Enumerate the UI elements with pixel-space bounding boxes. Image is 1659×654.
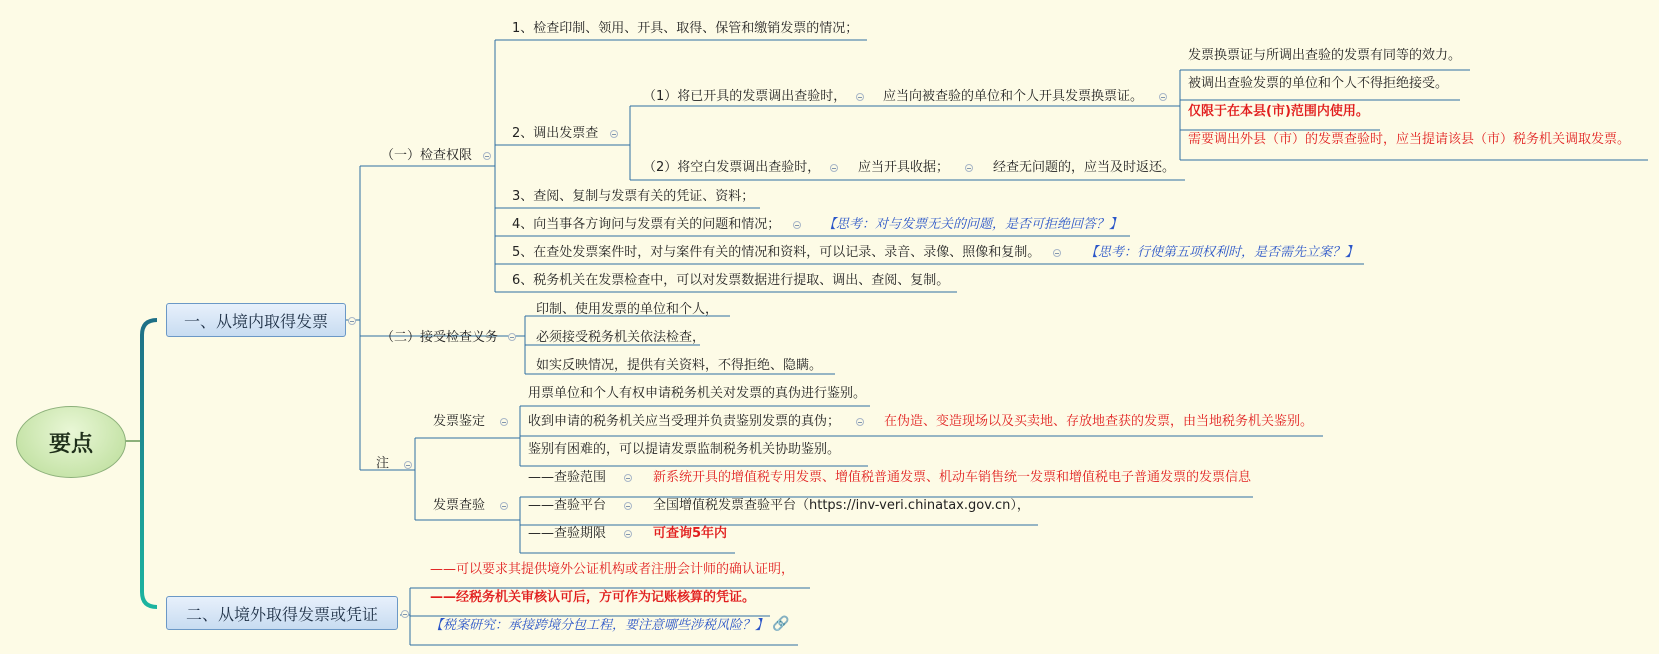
root-label: 要点 bbox=[48, 431, 93, 457]
rights-item-4-think[interactable]: 【思考：对与发票无关的问题，是否可拒绝回答？】 bbox=[823, 217, 1123, 232]
rights-sub-2-next[interactable]: 应当开具收据； bbox=[858, 160, 950, 175]
appraisal-label[interactable]: 发票鉴定 bbox=[433, 414, 486, 429]
collapse-icon[interactable] bbox=[856, 418, 864, 426]
collapse-icon[interactable] bbox=[508, 333, 516, 341]
duties-label[interactable]: （二）接受检查义务 bbox=[381, 330, 499, 345]
collapse-icon[interactable] bbox=[624, 530, 632, 538]
appraisal-item-2[interactable]: 收到申请的税务机关应当受理并负责鉴别发票的真伪； bbox=[528, 414, 841, 429]
collapse-icon[interactable] bbox=[624, 502, 632, 510]
verify-period[interactable]: ——查验期限 bbox=[528, 526, 607, 541]
appraisal-item-1[interactable]: 用票单位和个人有权申请税务机关对发票的真伪进行鉴别。 bbox=[528, 386, 867, 401]
main-topic-domestic[interactable] bbox=[166, 303, 346, 337]
collapse-icon[interactable] bbox=[483, 152, 491, 160]
note-label[interactable]: 注 bbox=[376, 456, 390, 471]
collapse-icon[interactable] bbox=[856, 93, 864, 101]
rights-item-3[interactable]: 3、查阅、复制与发票有关的凭证、资料； bbox=[512, 189, 755, 204]
rights-sub-1-next[interactable]: 应当向被查验的单位和个人开具发票换票证。 bbox=[883, 89, 1144, 104]
appraisal-item-3[interactable]: 鉴别有困难的，可以提请发票监制税务机关协助鉴别。 bbox=[528, 442, 841, 457]
rights-sub-1-c[interactable]: 仅限于在本县(市)范围内使用。 bbox=[1188, 104, 1369, 119]
rights-item-2[interactable]: 2、调出发票查 bbox=[512, 126, 599, 141]
collapse-icon[interactable] bbox=[348, 317, 356, 325]
rights-sub-1[interactable]: （1）将已开具的发票调出查验时， bbox=[643, 89, 847, 104]
verify-period-value[interactable]: 可查询5年内 bbox=[653, 526, 728, 541]
main-topic-foreign[interactable] bbox=[166, 596, 398, 630]
duties-item-3[interactable]: 如实反映情况，提供有关资料，不得拒绝、隐瞒。 bbox=[536, 358, 823, 373]
rights-sub-1-a[interactable]: 发票换票证与所调出查验的发票有同等的效力。 bbox=[1188, 48, 1462, 63]
collapse-icon[interactable] bbox=[965, 164, 973, 172]
rights-sub-1-b[interactable]: 被调出查验发票的单位和个人不得拒绝接受。 bbox=[1188, 76, 1449, 91]
collapse-icon[interactable] bbox=[610, 130, 618, 138]
verify-scope-value[interactable]: 新系统开具的增值税专用发票、增值税普通发票、机动车销售统一发票和增值税电子普通发票的发票信息 bbox=[653, 470, 1252, 485]
verify-scope[interactable]: ——查验范围 bbox=[528, 470, 607, 485]
collapse-icon[interactable] bbox=[830, 164, 838, 172]
verify-platform-value[interactable]: 全国增值税发票查验平台（https://inv-veri.chinatax.gov.cn）， bbox=[653, 498, 1030, 513]
collapse-icon[interactable] bbox=[624, 474, 632, 482]
collapse-icon[interactable] bbox=[1053, 249, 1061, 257]
rights-item-6[interactable]: 6、税务机关在发票检查中，可以对发票数据进行提取、调出、查阅、复制。 bbox=[512, 273, 950, 288]
verify-platform[interactable]: ——查验平台 bbox=[528, 498, 607, 513]
main-topic-domestic-label: 一、从境内取得发票 bbox=[183, 311, 328, 331]
foreign-item-2[interactable]: ——经税务机关审核认可后，方可作为记账核算的凭证。 bbox=[430, 590, 756, 605]
rights-item-4[interactable]: 4、向当事各方询问与发票有关的问题和情况； bbox=[512, 217, 781, 232]
duties-item-2[interactable]: 必须接受税务机关依法检查， bbox=[536, 330, 706, 345]
collapse-icon[interactable] bbox=[500, 502, 508, 510]
collapse-icon[interactable] bbox=[793, 221, 801, 229]
rights-item-5-think[interactable]: 【思考：行使第五项权利时，是否需先立案？】 bbox=[1085, 245, 1359, 260]
rights-sub-2[interactable]: （2）将空白发票调出查验时， bbox=[643, 160, 821, 175]
rights-sub-1-d[interactable]: 需要调出外县（市）的发票查验时，应当提请该县（市）税务机关调取发票。 bbox=[1188, 132, 1631, 147]
collapse-icon[interactable] bbox=[401, 610, 409, 618]
root-node[interactable] bbox=[16, 406, 126, 478]
appraisal-item-2-next[interactable]: 在伪造、变造现场以及买卖地、存放地查获的发票，由当地税务机关鉴别。 bbox=[884, 414, 1314, 429]
rights-label[interactable]: （一）检查权限 bbox=[381, 148, 473, 163]
duties-item-1[interactable]: 印制、使用发票的单位和个人， bbox=[536, 302, 719, 317]
rights-sub-2-final[interactable]: 经查无问题的，应当及时返还。 bbox=[993, 160, 1176, 175]
verify-label[interactable]: 发票查验 bbox=[433, 498, 486, 513]
rights-item-1[interactable]: 1、检查印制、领用、开具、取得、保管和缴销发票的情况； bbox=[512, 21, 859, 36]
main-topic-foreign-label: 二、从境外取得发票或凭证 bbox=[185, 604, 378, 624]
foreign-item-3[interactable]: 【税案研究：承接跨境分包工程，要注意哪些涉税风险？】 bbox=[430, 618, 769, 633]
collapse-icon[interactable] bbox=[404, 461, 412, 469]
foreign-item-1[interactable]: ——可以要求其提供境外公证机构或者注册会计师的确认证明， bbox=[430, 562, 795, 577]
rights-item-5[interactable]: 5、在查处发票案件时，对与案件有关的情况和资料，可以记录、录音、录像、照像和复制。 bbox=[512, 245, 1041, 260]
link-icon[interactable]: 🔗 bbox=[772, 616, 790, 632]
collapse-icon[interactable] bbox=[1159, 93, 1167, 101]
collapse-icon[interactable] bbox=[500, 418, 508, 426]
